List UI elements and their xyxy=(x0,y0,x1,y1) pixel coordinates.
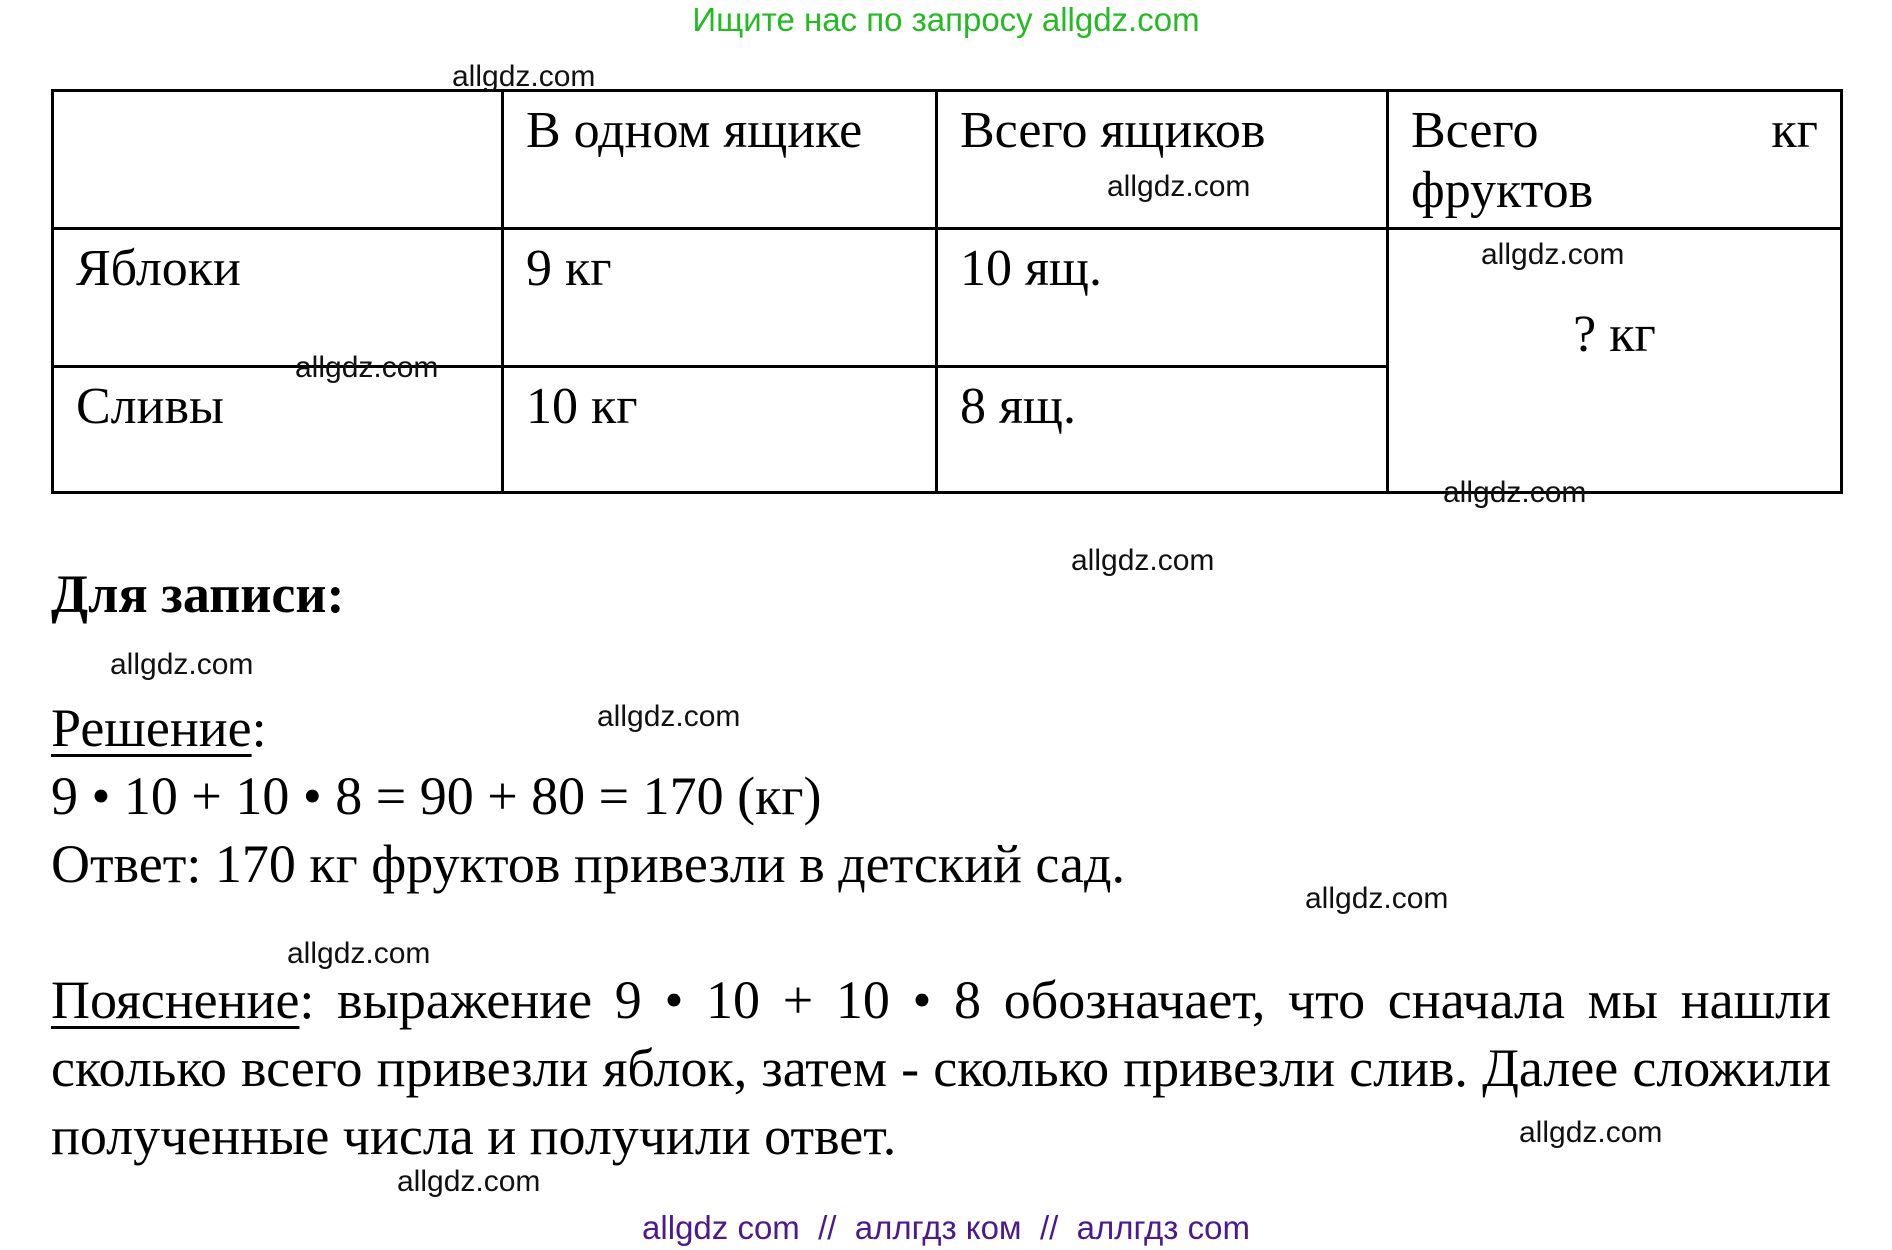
watermark: allgdz.com xyxy=(452,60,596,93)
solution-label: Решение xyxy=(51,698,252,758)
task-table xyxy=(51,89,1843,494)
watermark: allgdz.com xyxy=(597,700,741,733)
row-plums-per-box: 10 кг xyxy=(503,367,937,493)
header-total-fruit-word2: фруктов xyxy=(1411,162,1594,219)
total-fruit-value: ? кг xyxy=(1388,229,1842,493)
watermark: allgdz.com xyxy=(295,351,439,384)
solution-expression: 9 • 10 + 10 • 8 = 90 + 80 = 170 (кг) xyxy=(51,766,822,826)
watermark: allgdz.com xyxy=(1071,544,1215,577)
bottom-banner: allgdz com // аллгдз ком // аллгдз com xyxy=(642,1209,1250,1246)
watermark: allgdz.com xyxy=(397,1165,541,1198)
table-header-row xyxy=(53,91,1842,229)
watermark: allgdz.com xyxy=(287,937,431,970)
watermark: allgdz.com xyxy=(1443,476,1587,509)
row-apples-per-box: 9 кг xyxy=(503,229,937,367)
row-plums-name: Сливы xyxy=(53,367,503,493)
header-total-fruit-word: Всего xyxy=(1411,102,1539,159)
explanation-text: : выражение 9 • 10 + 10 • 8 обозначает, что сначала мы нашли сколько всего привезли яблок, затем - сколько привезли слив. Далее сложили полученные числа и получили ответ. xyxy=(51,970,1831,1166)
watermark: allgdz.com xyxy=(1481,238,1625,271)
watermark: allgdz.com xyxy=(110,648,254,681)
record-heading: Для записи: xyxy=(51,564,345,624)
explanation-label: Пояснение xyxy=(51,970,300,1030)
solution-line xyxy=(51,694,1831,762)
watermark: allgdz.com xyxy=(1107,170,1251,203)
solution-colon: : xyxy=(251,698,267,758)
row-apples-name: Яблоки xyxy=(53,229,503,367)
header-total-boxes: Всего ящиков xyxy=(937,91,1388,229)
header-total-fruit xyxy=(1388,91,1842,229)
row-plums-boxes: 8 ящ. xyxy=(937,367,1388,493)
header-total-fruit-unit: кг xyxy=(1771,102,1818,159)
header-per-box: В одном ящике xyxy=(503,91,937,229)
answer-line: Ответ: 170 кг фруктов привезли в детский сад. xyxy=(51,834,1125,894)
header-empty-cell xyxy=(53,91,503,229)
watermark: allgdz.com xyxy=(1519,1116,1663,1149)
top-banner: Ищите нас по запросу allgdz.com xyxy=(692,1,1200,38)
watermark: allgdz.com xyxy=(1305,882,1449,915)
row-apples-boxes: 10 ящ. xyxy=(937,229,1388,367)
